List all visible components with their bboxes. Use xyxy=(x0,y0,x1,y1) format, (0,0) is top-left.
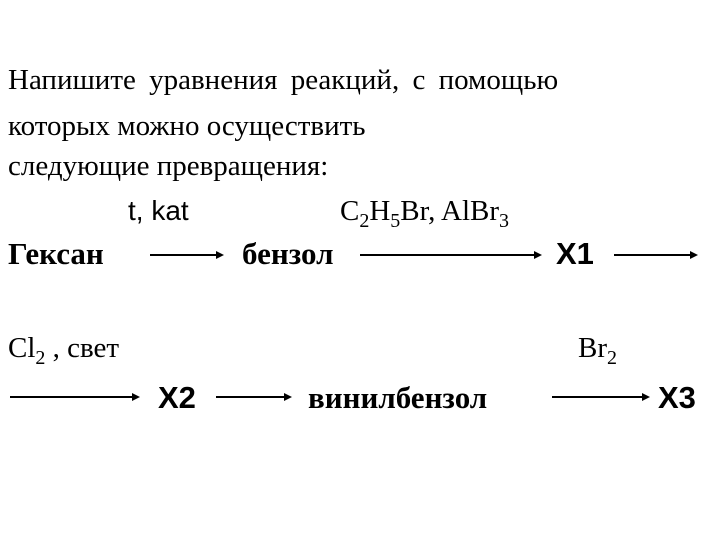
compound-x1: X1 xyxy=(556,236,594,271)
compound-vinylbenzene: винилбензол xyxy=(308,380,488,415)
task-line-3: следующие превращения: xyxy=(8,150,329,182)
task-line-1: Напишите уравнения реакций, с помощью xyxy=(8,64,559,96)
compound-x2: X2 xyxy=(158,380,196,415)
arrow-hexane-benzene xyxy=(150,254,222,256)
condition-t-kat: t, kat xyxy=(128,195,189,226)
compound-benzene: бензол xyxy=(242,236,334,271)
condition-br2: $Br_2$ xyxy=(578,332,617,369)
arrow-into-x2 xyxy=(10,396,138,398)
arrow-benzene-x1 xyxy=(360,254,540,256)
compound-hexane: Гексан xyxy=(8,236,104,271)
task-line-2: которых можно осуществить xyxy=(8,110,366,142)
condition-ethyl-bromide-albr3: $C_2H_5Br$, AlBr$_3$ xyxy=(340,195,510,232)
arrow-x1-x2 xyxy=(614,254,696,256)
compound-x3: X3 xyxy=(658,380,696,415)
arrow-x2-vinylbenzene xyxy=(216,396,290,398)
condition-cl2-light: $Cl_2$ , свет xyxy=(8,332,120,369)
arrow-vinylbenzene-x3 xyxy=(552,396,648,398)
